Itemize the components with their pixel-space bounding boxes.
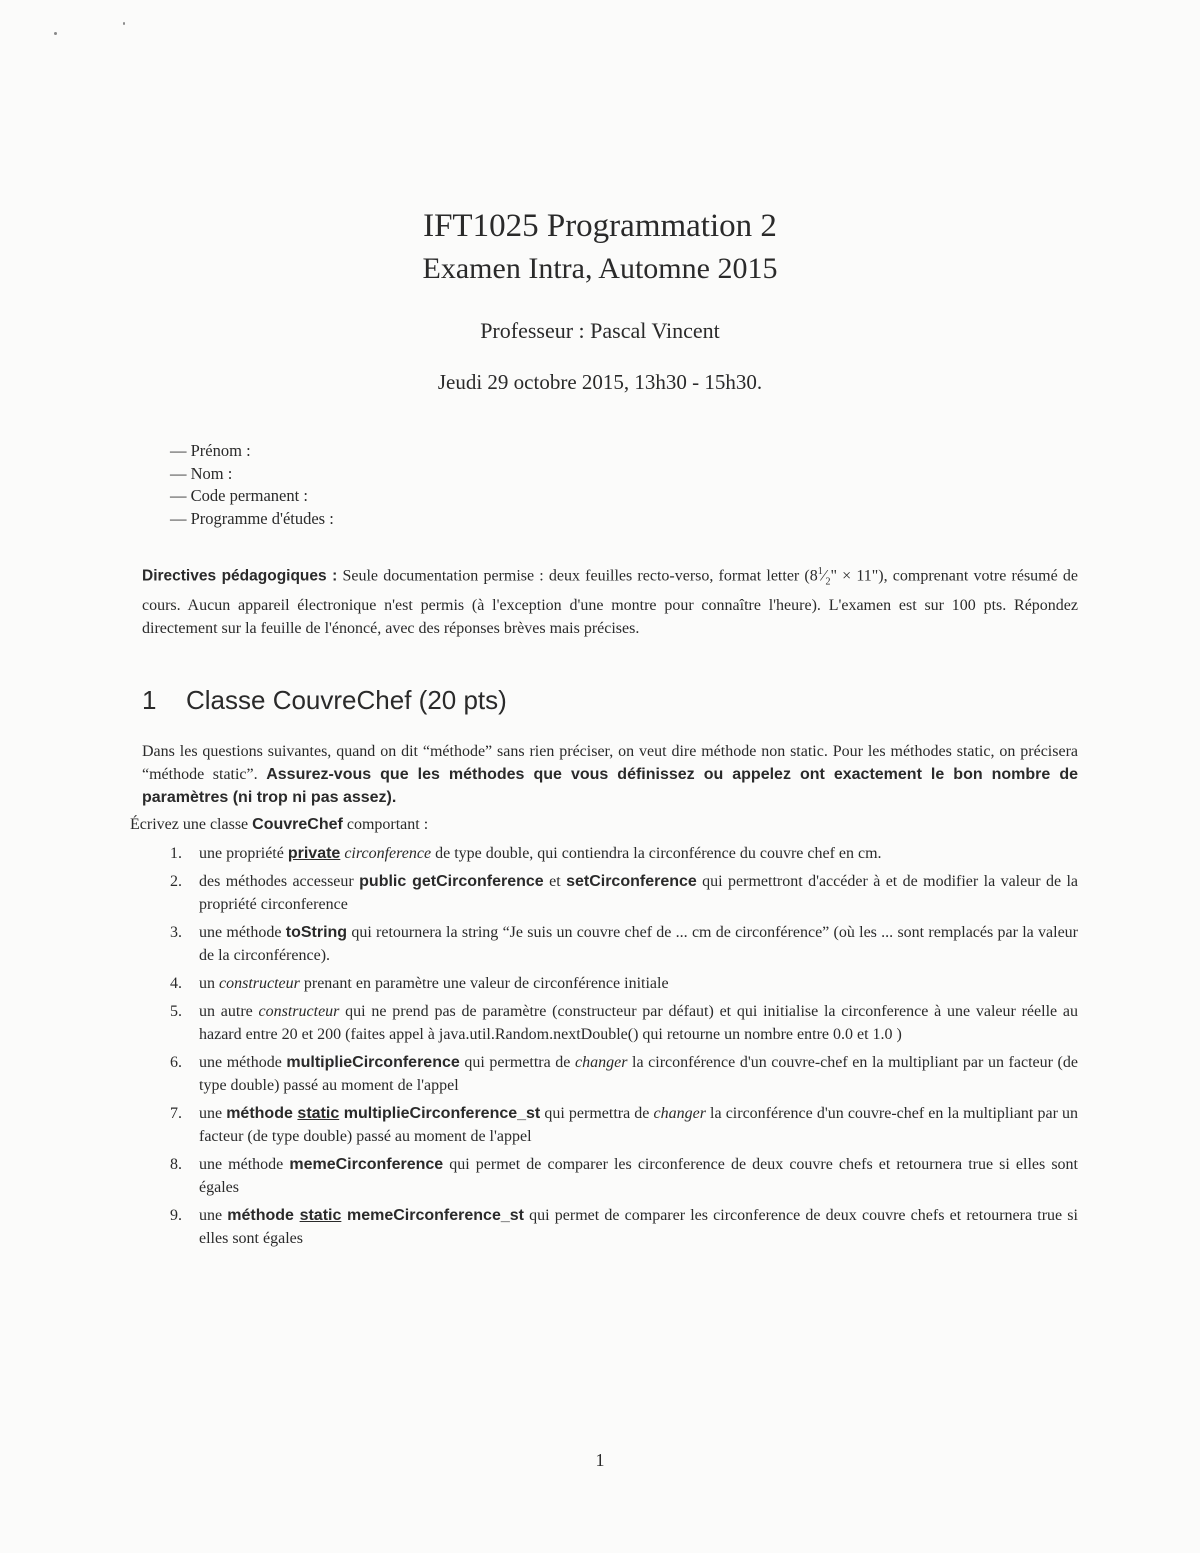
- method-multiplie: multiplieCirconference: [286, 1054, 460, 1071]
- list-item: [170, 1000, 1078, 1046]
- item-text: qui ne prend pas de paramètre (constructeur par défaut) et qui initialise la circonference à une valeur réelle au hazard entre 20 et 200 (faites appel à java.util.Random.nextDouble() qui retourne un nombre entre 0.0 et 1.0 ): [199, 1003, 1078, 1043]
- item-number: 8.: [170, 1156, 182, 1173]
- item-text: de type double, qui contiendra la circonférence du couvre chef en cm.: [431, 845, 882, 862]
- item-text: une méthode: [199, 1054, 287, 1071]
- item-text: un: [199, 975, 219, 992]
- method-get: public getCirconference: [359, 873, 544, 890]
- list-item: [170, 870, 1078, 916]
- item-text: qui permettra de: [540, 1105, 654, 1122]
- method-term: méthode: [227, 1207, 300, 1224]
- list-item: [170, 1051, 1078, 1097]
- keyword-private: private: [287, 845, 341, 862]
- item-text: qui permettront d'accéder à et de modifier la valeur de la propriété circonference: [199, 873, 1079, 913]
- item-text: qui permettra de: [459, 1054, 575, 1071]
- method-meme: memeCirconference: [289, 1156, 444, 1173]
- item-text: qui retournera la string “Je suis un couvre chef de ... cm de circonférence” (où les ... sont remplacés par la valeur de la circonférence).: [199, 924, 1078, 964]
- student-info-fields: [170, 440, 334, 530]
- directives-text-2: " × 11"), comprenant votre résumé de cours. Aucun appareil électronique n'est permis (à l'exception d'une montre pour connaître l'heure). L'examen est sur 100 pts. Répondez directement sur la feuille de l'énoncé, avec des réponses brèves mais précises.: [142, 567, 1078, 637]
- property-name: circonference: [340, 845, 432, 862]
- item-text: une: [199, 1105, 227, 1122]
- field-code-permanent: — Code permanent :: [170, 485, 334, 508]
- item-text: qui permet de comparer les circonference de deux couvre chefs et retournera true si elles sont égales: [199, 1207, 1078, 1247]
- page-number: 1: [595, 1450, 605, 1470]
- section-heading: [142, 685, 507, 716]
- keyword-static: static: [299, 1207, 342, 1224]
- list-item: [170, 842, 1078, 865]
- item-text: une propriété: [199, 845, 288, 862]
- item-number: 4.: [170, 975, 182, 992]
- item-number: 1.: [170, 845, 182, 862]
- method-meme-st: memeCirconference_st: [341, 1207, 524, 1224]
- method-tostring: toString: [285, 924, 348, 941]
- exam-subtitle: Examen Intra, Automne 2015: [422, 252, 778, 285]
- list-item: [170, 1102, 1078, 1148]
- keyword-static: static: [297, 1105, 340, 1122]
- item-text: qui permet de comparer les circonference de deux couvre chefs et retournera true si elles sont égales: [199, 1156, 1078, 1196]
- item-number: 6.: [170, 1054, 182, 1071]
- class-name: CouvreChef: [252, 816, 343, 833]
- list-item: [170, 1153, 1078, 1199]
- section-intro: [142, 740, 1078, 809]
- item-text: et: [543, 873, 567, 890]
- fraction-numerator: 1: [817, 566, 823, 577]
- item-text: une méthode: [199, 1156, 290, 1173]
- list-item: [170, 921, 1078, 967]
- exam-date: Jeudi 29 octobre 2015, 13h30 - 15h30.: [437, 370, 763, 394]
- item-text: la circonférence d'un couvre-chef en la multipliant par un facteur (de type double) passé au moment de l'appel: [199, 1105, 1078, 1145]
- item-number: 3.: [170, 924, 182, 941]
- item-number: 5.: [170, 1003, 182, 1020]
- field-nom: — Nom :: [170, 463, 334, 486]
- exam-title: IFT1025 Programmation 2: [423, 208, 777, 244]
- item-text: un autre: [199, 1003, 259, 1020]
- list-item: [170, 1204, 1078, 1250]
- directives-text-1: Seule documentation permise : deux feuilles recto-verso, format letter (8: [337, 567, 818, 585]
- field-prenom: — Prénom :: [170, 440, 334, 463]
- requirements-list: [170, 842, 1078, 1255]
- scan-speck: [123, 22, 125, 25]
- section-number: 1: [142, 685, 157, 715]
- constructor-term: constructeur: [219, 975, 300, 992]
- fraction-denominator: 2: [825, 576, 831, 588]
- intro-warning: Assurez-vous que les méthodes que vous définissez ou appelez ont exactement le bon nombre de paramètres (ni trop ni pas assez).: [142, 766, 1078, 806]
- directives-paragraph: Directives pédagogiques : Seule documentation permise : deux feuilles recto-verso, format letter ($8^1⁄_2$" × 11"), comprenant votre résumé de cours. Aucun appareil électronique n'est permis (à l'exception d'une montre pour connaître l'heure). L'examen est sur 100 pts. Répondez directement sur la feuille de l'énoncé, avec des réponses brèves mais précises.: [142, 566, 1078, 637]
- list-item: [170, 972, 1078, 995]
- constructor-term: constructeur: [258, 1003, 340, 1020]
- item-text: prenant en paramètre une valeur de circonférence initiale: [299, 975, 669, 992]
- lead-text: Écrivez une classe: [130, 816, 253, 833]
- scan-speck: [54, 32, 57, 35]
- item-text: des méthodes accesseur: [199, 873, 360, 890]
- method-multiplie-st: multiplieCirconference_st: [339, 1105, 541, 1122]
- item-text: une méthode: [199, 924, 286, 941]
- field-programme: — Programme d'études :: [170, 508, 334, 531]
- emphasis-changer: changer: [653, 1105, 706, 1122]
- item-text: une: [199, 1207, 228, 1224]
- item-number: 2.: [170, 873, 182, 890]
- intro-text: Dans les questions suivantes, quand on dit “méthode” sans rien préciser, on veut dire méthode non static. Pour les méthodes static, on précisera “méthode static”.: [142, 743, 1078, 783]
- method-term: méthode: [226, 1105, 298, 1122]
- section-title: Classe CouvreChef (20 pts): [186, 685, 507, 715]
- professor-line: Professeur : Pascal Vincent: [480, 318, 720, 343]
- item-text: la circonférence d'un couvre-chef en la multipliant par un facteur (de type double) passé au moment de l'appel: [199, 1054, 1078, 1094]
- item-number: 7.: [170, 1105, 182, 1122]
- class-instruction: [130, 816, 428, 834]
- emphasis-changer: changer: [575, 1054, 628, 1071]
- item-number: 9.: [170, 1207, 182, 1224]
- lead-text-end: comportant :: [342, 816, 429, 833]
- method-set: setCirconference: [566, 873, 697, 890]
- directives-label: Directives pédagogiques :: [142, 567, 338, 585]
